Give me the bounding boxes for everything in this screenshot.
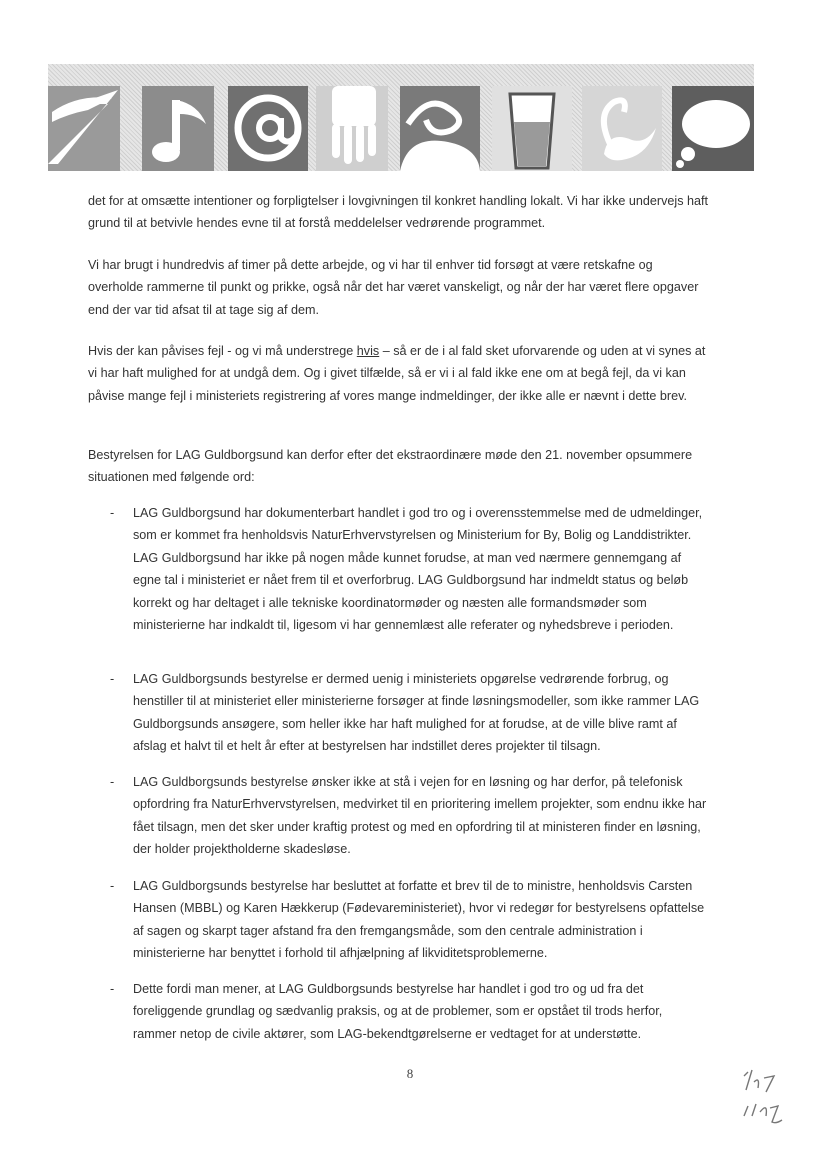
paragraph-effort bbox=[88, 254, 710, 321]
bullet-marker: - bbox=[110, 506, 115, 520]
list-item-text: LAG Guldborgsunds bestyrelse ønsker ikke at stå i vejen for en løsning og har derfor, på telefonisk opfordring fra NaturErhvervstyrelsen, medvirket til en prioritering imellem projekter, som endnu ikke har fået tilsagn, men det sker under kraftig protest og med en opfordring til at ministeren finder en løsning, der holder projektholderne skadesløse. bbox=[133, 775, 707, 857]
list-item-text: LAG Guldborgsund har dokumenterbart handlet i god tro og i overensstemmelse med de udmeldinger, som er kommet fra henholdsvis NaturErhvervstyrelsen og Ministerium for By, Bolig og Landdistrikter. LAG Guldborgsund har ikke på nogen måde kunnet forudse, at man ved nærmere gennemgang af egne tal i ministeriet er nået frem til et overforbrug. LAG Guldborgsund har indmeldt status og beløb korrekt og har deltaget i alle tekniske koordinatormøder og næsten alle formandsmøder som ministerierne har indkaldt til, ligesom vi har gennemlæst alle referater og nyhedsbreve i perioden. bbox=[133, 506, 703, 633]
bird-icon bbox=[400, 86, 480, 171]
bullet-marker: - bbox=[110, 982, 115, 996]
paragraph-text: Bestyrelsen for LAG Guldborgsund kan derfor efter det ekstraordinære møde den 21. november opsummere situationen med følgende ord: bbox=[88, 448, 693, 485]
text-segment: Hvis der kan påvises fejl - og vi må understrege bbox=[88, 344, 357, 358]
hand-icon bbox=[316, 86, 388, 171]
speech-bubble-icon bbox=[672, 86, 754, 171]
at-sign-icon bbox=[228, 86, 308, 171]
list-item-text: LAG Guldborgsunds bestyrelse har besluttet at forfatte et brev til de to ministre, henholdsvis Carsten Hansen (MBBL) og Karen Hækkerup (Fødevareministeriet), hvor vi redegør for bestyrelsens opfattelse af sagen og skarpt tager afstand fra den fremgangsmåde, som den centrale administration i ministerierne har benyttet i forhold til afhjælpning af likviditetsproblemerne. bbox=[133, 879, 705, 961]
glass-icon bbox=[492, 86, 572, 171]
list-item-text: Dette fordi man mener, at LAG Guldborgsunds bestyrelse har handlet i god tro og ud fra det foreliggende grundlag og sædvanlig praksis, og at de problemer, som er opstået til trods herfor, rammer netop de civile aktører, som LAG-bekendtgørelserne er vedtaget for at understøtte. bbox=[133, 982, 663, 1041]
handwritten-annotation bbox=[738, 1066, 798, 1130]
text-segment: – så er de i al fald sket uforvarende og uden at vi synes at vi har haft mulighed for at undgå dem. Og i givet tilfælde, så er vi i al fald ikke ene om at begå fejl, da vi kan påvise mange fejl i ministeriets registrering af vores mange indmeldinger, der ikke alle er nævnt i dette brev. bbox=[88, 344, 706, 403]
paragraph-text: det for at omsætte intentioner og forpligtelser i lovgivningen til konkret handling lokalt. Vi har ikke undervejs haft grund til at betvivle hendes evne til at forstå meddelelser vedrørende programmet. bbox=[88, 194, 709, 231]
page-number: 8 bbox=[406, 1066, 414, 1081]
bullet-marker: - bbox=[110, 672, 115, 686]
paragraph-text bbox=[88, 340, 710, 407]
list-item-text: LAG Guldborgsunds bestyrelse er dermed uenig i ministeriets opgørelse vedrørende forbrug, og henstiller til at ministeriet eller ministerierne forsøger at finde løsningsmodeller, som ikke rammer LAG Guldborgsunds ansøgere, som heller ikke har haft mulighed for at forudse, at de ville blive ramt af afslag et halvt til et helt år efter at bestyrelsen har indstillet deres projekter til tilsagn. bbox=[133, 672, 700, 754]
banner-graphic bbox=[48, 64, 754, 171]
paragraph-intro bbox=[88, 190, 710, 235]
paragraph-text: Vi har brugt i hundredvis af timer på dette arbejde, og vi har til enhver tid forsøgt at være retskafne og overholde rammerne til punkt og prikke, også når det har været vanskeligt, og når der har været flere opgaver end der var tid afsat til at tage sig af dem. bbox=[88, 258, 699, 317]
paragraph-summary-intro bbox=[88, 444, 710, 489]
wave-icon bbox=[48, 86, 120, 171]
underlined-word: hvis bbox=[356, 344, 380, 358]
bullet-marker: - bbox=[110, 879, 115, 893]
bullet-marker: - bbox=[110, 775, 115, 789]
music-note-icon bbox=[142, 86, 214, 171]
swan-icon bbox=[582, 86, 662, 171]
header-banner bbox=[48, 64, 754, 171]
paragraph-errors bbox=[88, 340, 710, 407]
